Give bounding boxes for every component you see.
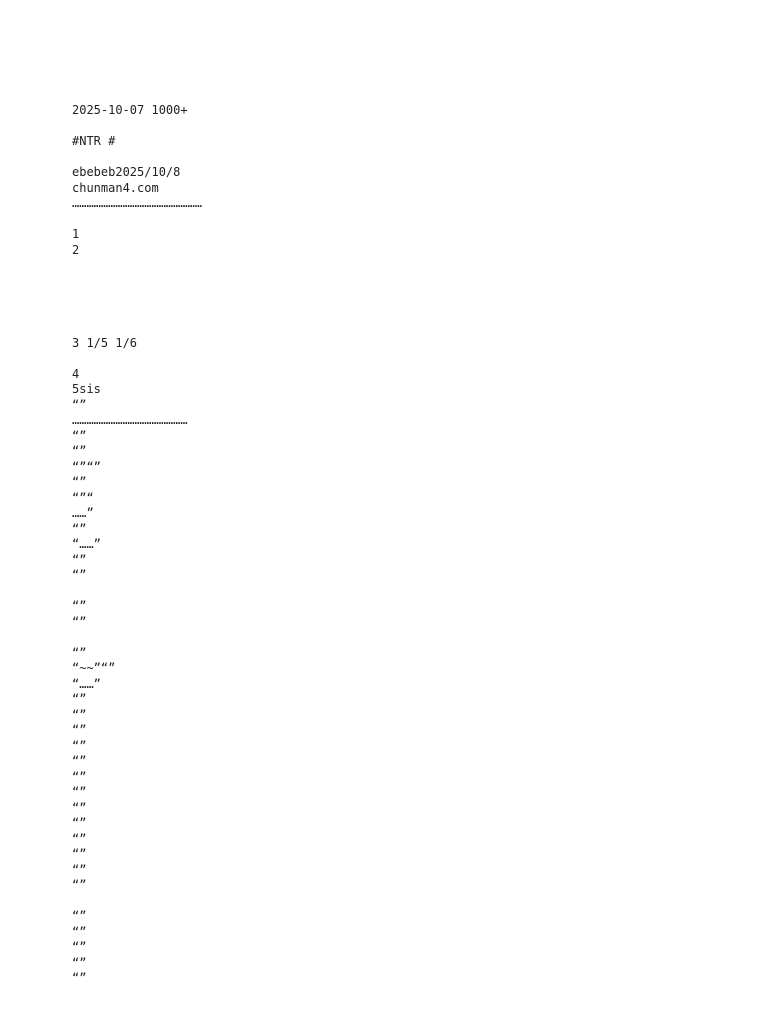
- text-line: “……”: [72, 677, 728, 693]
- text-line: “”: [72, 847, 728, 863]
- text-line: [72, 72, 728, 88]
- text-line: “”“: [72, 491, 728, 507]
- text-line: [72, 88, 728, 104]
- text-line: 5sis: [72, 382, 728, 398]
- text-line: [72, 987, 728, 1003]
- text-line: “”: [72, 832, 728, 848]
- text-line: 2025-10-07 1000+: [72, 103, 728, 119]
- document-body: [72, 72, 728, 1033]
- text-line: [72, 212, 728, 228]
- text-line: “”: [72, 940, 728, 956]
- text-line: “”: [72, 646, 728, 662]
- text-line: 2: [72, 243, 728, 259]
- text-line: 3 1/5 1/6: [72, 336, 728, 352]
- text-line: [72, 305, 728, 321]
- text-line: [72, 119, 728, 135]
- text-line: [72, 274, 728, 290]
- text-line: [72, 584, 728, 600]
- text-line: “”: [72, 971, 728, 987]
- text-line: “”: [72, 475, 728, 491]
- text-line: “”: [72, 754, 728, 770]
- text-line: “”: [72, 863, 728, 879]
- text-line: [72, 1018, 728, 1033]
- text-line: [72, 630, 728, 646]
- text-line: “”: [72, 553, 728, 569]
- text-line: “”: [72, 816, 728, 832]
- text-line: [72, 1002, 728, 1018]
- text-line: “”: [72, 429, 728, 445]
- text-line: “”: [72, 615, 728, 631]
- text-line: ………………………………………………: [72, 196, 728, 212]
- text-line: “……”: [72, 537, 728, 553]
- text-line: [72, 320, 728, 336]
- text-line: [72, 258, 728, 274]
- text-line: chunman4.com: [72, 181, 728, 197]
- text-line: “”: [72, 692, 728, 708]
- text-line: “”: [72, 785, 728, 801]
- text-line: “”: [72, 878, 728, 894]
- text-line: ……”: [72, 506, 728, 522]
- text-line: 4: [72, 367, 728, 383]
- text-line: “”: [72, 599, 728, 615]
- text-line: [72, 351, 728, 367]
- text-line: “”: [72, 956, 728, 972]
- text-line: “”: [72, 739, 728, 755]
- text-line: [72, 894, 728, 910]
- text-line: “”: [72, 925, 728, 941]
- text-line: #NTR #: [72, 134, 728, 150]
- text-line: “”“”: [72, 460, 728, 476]
- text-line: “”: [72, 801, 728, 817]
- text-line: “”: [72, 398, 728, 414]
- text-line: [72, 150, 728, 166]
- text-line: “”: [72, 568, 728, 584]
- text-line: [72, 289, 728, 305]
- text-line: “”: [72, 770, 728, 786]
- text-line: “~~”“”: [72, 661, 728, 677]
- text-line: “”: [72, 909, 728, 925]
- text-line: “”: [72, 708, 728, 724]
- text-line: 1: [72, 227, 728, 243]
- text-line: “”: [72, 444, 728, 460]
- text-line: “”: [72, 723, 728, 739]
- text-line: …………………………………………: [72, 413, 728, 429]
- text-line: ebebeb2025/10/8: [72, 165, 728, 181]
- text-line: “”: [72, 522, 728, 538]
